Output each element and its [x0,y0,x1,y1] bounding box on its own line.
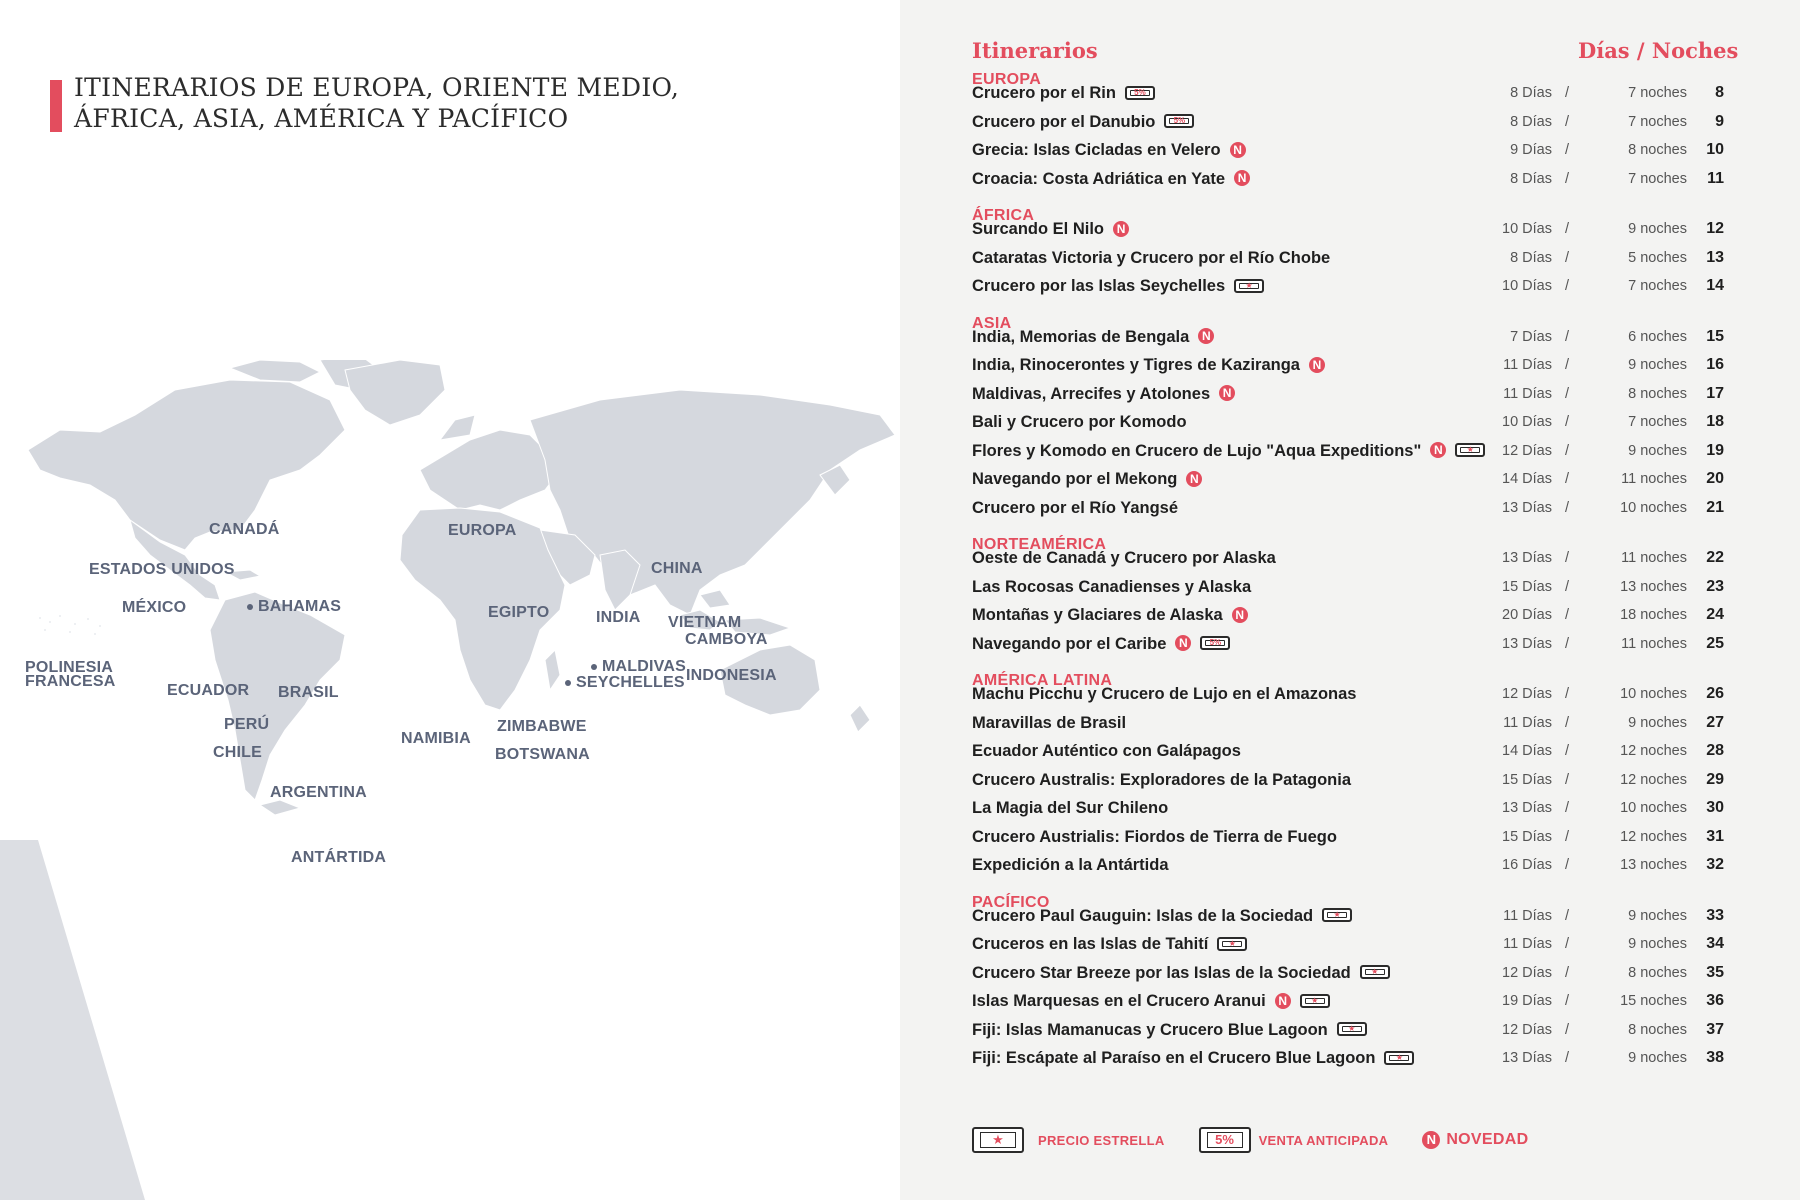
days-nights-separator: / [1565,142,1570,158]
map-label-argentina: ARGENTINA [270,784,367,801]
itinerary-page-number: 26 [1706,685,1724,702]
itinerary-name-text[interactable]: Crucero Austrialis: Fiordos de Tierra de Fuego [972,827,1337,846]
itinerary-nights: 11 noches [1621,635,1687,652]
map-label-maldivas: MALDIVAS [591,659,686,675]
itinerary-name[interactable] [972,244,1330,273]
days-nights-separator: / [1565,170,1570,187]
days-nights-separator: / [1565,578,1570,595]
itinerary-page-number: 32 [1706,856,1724,873]
itinerary-name-text[interactable]: Expedición a la Antártida [972,856,1169,874]
itinerary-nights: 13 noches [1620,578,1687,595]
itinerary-page-number: 12 [1706,220,1724,237]
itinerary-days: 8 Días [1510,113,1552,130]
map-label-india: INDIA [596,609,641,626]
itinerary-name[interactable] [972,465,1202,494]
itinerary-name[interactable] [972,737,1241,766]
map-label-bahamas: BAHAMAS [247,599,341,615]
right-page [900,0,1800,1200]
itinerary-name[interactable] [972,215,1129,244]
itinerary-name[interactable] [972,544,1276,573]
itinerary-row[interactable] [972,630,1772,659]
itinerary-page-number: 15 [1706,327,1724,345]
itinerary-name-text[interactable]: Grecia: Islas Cicladas en Velero [972,141,1221,159]
itinerary-row[interactable] [972,272,1772,301]
itinerary-name[interactable] [972,902,1352,931]
itinerary-name-text[interactable]: Montañas y Glaciares de Alaska [972,606,1223,624]
novedad-icon: N [1186,471,1202,487]
map-label-peru: PERÚ [224,716,270,733]
itinerary-nights: 7 noches [1628,278,1687,294]
itinerary-page-number: 18 [1706,413,1724,430]
map-label-vietnam: VIETNAM [668,614,742,631]
map-label-francesa: FRANCESA [25,673,116,690]
days-nights-separator: / [1565,857,1570,873]
itinerary-nights: 9 noches [1628,221,1687,237]
itinerary-days: 13 Días [1502,550,1552,566]
itinerary-nights: 10 noches [1620,686,1687,702]
itinerary-name[interactable] [972,573,1251,602]
map-label-china: CHINA [651,560,703,577]
itinerary-name-text[interactable]: Croacia: Costa Adriática en Yate [972,169,1226,188]
days-nights-separator: / [1565,800,1570,816]
itinerary-page-number: 33 [1706,906,1724,924]
days-nights-separator: / [1565,635,1570,652]
map-label-namibia: NAMIBIA [401,730,471,747]
itinerary-name[interactable] [972,930,1247,959]
map-label-canada: CANADÁ [209,521,280,538]
world-map [0,360,900,880]
itinerary-days: 9 Días [1510,142,1552,158]
itinerary-days: 19 Días [1502,993,1552,1009]
itinerary-row[interactable] [972,108,1772,137]
map-label-egipto: EGIPTO [488,604,550,621]
itinerary-days: 10 Días [1502,278,1552,294]
itinerary-nights: 9 noches [1628,442,1687,459]
legend-precio-estrella: PRECIO ESTRELLA [1038,1132,1165,1148]
itinerary-name-text[interactable]: Crucero Paul Gauguin: Islas de la Sociedad [972,906,1314,925]
ticket-star-icon: ★ [1360,965,1390,979]
map-label-estados-unidos: ESTADOS UNIDOS [89,561,235,578]
itinerary-row[interactable] [972,930,1772,959]
itinerary-name[interactable] [972,630,1230,659]
novedad-icon: N [1422,1131,1440,1149]
map-label-mexico: MÉXICO [122,599,187,616]
ticket-star-icon: ★ [1337,1022,1367,1036]
days-nights-separator: / [1565,385,1570,402]
itinerary-row[interactable] [972,823,1772,852]
ticket-star-icon: ★ [1322,908,1352,922]
itinerary-days: 11 Días [1503,714,1552,731]
map-label-indonesia: INDONESIA [686,667,777,684]
itinerary-name[interactable] [972,494,1178,523]
itinerary-page-number: 13 [1706,248,1724,266]
novedad-icon: N [1113,221,1129,237]
itinerary-days: 16 Días [1502,857,1552,873]
itinerary-name-text[interactable]: Crucero por el Río Yangsé [972,498,1179,517]
itinerary-name[interactable] [972,794,1168,823]
itinerary-days: 15 Días [1502,578,1552,595]
itinerary-page-number: 17 [1706,384,1724,402]
itinerary-days: 11 Días [1503,936,1552,952]
itinerary-days: 8 Días [1510,249,1552,266]
itinerary-nights: 12 noches [1620,771,1687,788]
itinerary-row[interactable] [972,680,1772,709]
ticket-star-icon: ★ [1384,1051,1414,1065]
days-nights-separator: / [1565,113,1570,130]
map-label-seychelles: SEYCHELLES [565,675,685,691]
itinerary-row[interactable] [972,1044,1772,1073]
days-nights-separator: / [1565,964,1570,981]
itinerary-name-text[interactable]: Flores y Komodo en Crucero de Lujo "Aqua Expeditions" [972,441,1422,460]
itinerary-row[interactable] [972,573,1772,602]
section-title: ÁFRICA [972,207,1035,224]
map-label-camboya: CAMBOYA [685,631,768,648]
novedad-icon: N [1275,993,1291,1009]
itinerary-page-number: 38 [1706,1049,1724,1066]
itinerary-section [972,316,1772,523]
section-title: NORTEAMÉRICA [972,536,1107,553]
itinerary-name[interactable] [972,380,1235,409]
itinerary-name[interactable] [972,987,1330,1016]
itinerary-page-number: 21 [1706,498,1724,516]
days-nights-separator: / [1565,743,1570,759]
itinerary-page-number: 31 [1706,827,1724,845]
itinerary-page-number: 11 [1707,169,1724,187]
itinerary-row[interactable] [972,79,1772,108]
itinerary-page-number: 20 [1706,470,1724,487]
ticket-star-icon: ★ [972,1127,1024,1153]
days-nights-separator: / [1565,471,1570,487]
itinerary-page-number: 27 [1706,713,1724,731]
itinerary-row[interactable] [972,380,1772,409]
itinerary-nights: 7 noches [1628,85,1687,101]
section-title: AMÉRICA LATINA [972,672,1113,689]
itinerary-nights: 12 noches [1620,828,1687,845]
itinerary-nights: 13 noches [1620,857,1687,873]
itinerary-nights: 8 noches [1628,964,1687,981]
days-nights-separator: / [1565,828,1570,845]
itinerary-days: 8 Días [1510,170,1552,187]
days-nights-separator: / [1565,1021,1570,1038]
itinerary-name[interactable] [972,1044,1414,1073]
page-title [74,72,679,134]
novedad-icon: N [1309,357,1325,373]
ticket-star-icon: ★ [1217,937,1247,951]
itinerary-days: 8 Días [1510,85,1552,101]
map-label-ecuador: ECUADOR [167,682,250,699]
itinerary-page-number: 23 [1706,577,1724,595]
itinerary-nights: 7 noches [1628,170,1687,187]
ticket-discount-icon: 5% [1164,114,1194,128]
days-nights-separator: / [1565,686,1570,702]
itinerary-row[interactable] [972,165,1772,194]
itinerary-days: 11 Días [1503,907,1552,924]
itinerary-days: 13 Días [1502,1050,1552,1066]
itinerary-nights: 8 noches [1628,142,1687,158]
itinerary-days: 7 Días [1510,328,1552,345]
days-nights-separator: / [1565,550,1570,566]
itinerary-row[interactable] [972,136,1772,165]
itinerary-days: 12 Días [1502,442,1552,459]
itinerary-name-text[interactable]: Fiji: Islas Mamanucas y Crucero Blue Lagoon [972,1020,1328,1039]
world-map-graphic [0,360,900,880]
itinerary-nights: 9 noches [1628,357,1687,373]
itinerary-row[interactable] [972,215,1772,244]
itinerary-page-number: 8 [1715,84,1724,101]
itinerary-nights: 11 noches [1621,471,1687,487]
itinerary-page-number: 36 [1706,992,1724,1009]
itinerary-nights: 15 noches [1620,993,1687,1009]
header-dias-noches: Días / Noches [1578,38,1739,63]
itinerary-nights: 9 noches [1628,907,1687,924]
itinerary-name[interactable] [972,437,1485,466]
itinerary-name-text[interactable]: Crucero por las Islas Seychelles [972,277,1226,295]
itinerary-name-text[interactable]: Cruceros en las Islas de Tahití [972,935,1209,953]
itinerary-nights: 7 noches [1628,113,1687,130]
itinerary-page-number: 34 [1706,935,1724,952]
itinerary-name-text[interactable]: Crucero Australis: Exploradores de la Patagonia [972,770,1352,789]
itinerary-name-text[interactable]: Ecuador Auténtico con Galápagos [972,742,1241,760]
itinerary-name[interactable] [972,136,1246,165]
ticket-star-icon: ★ [1300,994,1330,1008]
map-label-antartida: ANTÁRTIDA [291,849,387,866]
itinerary-nights: 11 noches [1621,550,1687,566]
itinerary-days: 15 Días [1502,828,1552,845]
itinerary-row[interactable] [972,959,1772,988]
days-nights-separator: / [1565,357,1570,373]
itinerary-page-number: 25 [1706,634,1724,652]
itinerary-name-text[interactable]: Oeste de Canadá y Crucero por Alaska [972,549,1276,567]
days-nights-separator: / [1565,771,1570,788]
itinerary-page-number: 30 [1706,799,1724,816]
header-itinerarios: Itinerarios [972,38,1098,63]
itinerary-row[interactable] [972,323,1772,352]
itinerary-days: 13 Días [1502,800,1552,816]
days-nights-separator: / [1565,249,1570,266]
title-accent-bar [50,80,62,132]
ticket-discount-icon: 5% [1199,1127,1251,1153]
itinerary-name[interactable] [972,851,1169,880]
itinerary-row[interactable] [972,1016,1772,1045]
days-nights-separator: / [1565,442,1570,459]
itinerary-page-number: 28 [1706,742,1724,759]
title-line-2: ÁFRICA, ASIA, AMÉRICA Y PACÍFICO [74,104,569,133]
itinerary-name-text[interactable]: Machu Picchu y Crucero de Lujo en el Amazonas [972,685,1357,703]
itinerary-days: 11 Días [1503,357,1552,373]
itinerary-row[interactable] [972,408,1772,437]
days-nights-separator: / [1565,414,1570,430]
itinerary-row[interactable] [972,465,1772,494]
itinerary-row[interactable] [972,351,1772,380]
itinerary-nights: 5 noches [1628,249,1687,266]
itinerary-row[interactable] [972,601,1772,630]
itinerary-name-text[interactable]: La Magia del Sur Chileno [972,799,1169,817]
itinerary-days: 14 Días [1502,471,1552,487]
map-label-polinesia: POLINESIA [25,659,114,676]
itinerary-nights: 9 noches [1628,1050,1687,1066]
itinerary-days: 13 Días [1502,499,1552,516]
itinerary-row[interactable] [972,766,1772,795]
itinerary-row[interactable] [972,544,1772,573]
itinerary-page-number: 35 [1706,963,1724,981]
days-nights-separator: / [1565,1050,1570,1066]
itinerary-row[interactable] [972,244,1772,273]
itinerary-name-text[interactable]: Navegando por el Mekong [972,470,1178,488]
itinerary-name-text[interactable]: Maravillas de Brasil [972,713,1127,732]
itinerary-row[interactable] [972,794,1772,823]
itinerary-name[interactable] [972,323,1214,352]
itinerary-name[interactable] [972,1016,1367,1045]
itinerary-days: 15 Días [1502,771,1552,788]
map-label-brasil: BRASIL [278,684,339,701]
days-nights-separator: / [1565,328,1570,345]
itinerary-page-number: 29 [1706,770,1724,788]
map-label-europa: EUROPA [448,522,517,539]
ticket-star-icon: ★ [1455,443,1485,457]
itinerary-name-text[interactable]: Crucero por el Rin [972,84,1116,102]
days-nights-separator: / [1565,85,1570,101]
itinerary-page-number: 9 [1715,112,1724,130]
ticket-discount-icon: 5% [1200,636,1230,650]
itinerary-row[interactable] [972,437,1772,466]
itinerary-page-number: 14 [1706,277,1724,294]
itinerary-section [972,208,1772,301]
itinerary-name-text[interactable]: India, Rinocerontes y Tigres de Kaziranga [972,356,1300,374]
itinerary-section [972,673,1772,880]
days-nights-separator: / [1565,607,1570,623]
itinerary-nights: 8 noches [1628,1021,1687,1038]
itinerary-days: 10 Días [1502,414,1552,430]
itinerary-name-text[interactable]: Surcando El Nilo [972,220,1105,238]
novedad-icon: N [1198,328,1214,344]
itinerary-page-number: 37 [1706,1020,1724,1038]
itinerary-name-text[interactable]: Navegando por el Caribe [972,634,1167,653]
itinerary-row[interactable] [972,851,1772,880]
itinerary-name-text[interactable]: Crucero Star Breeze por las Islas de la Sociedad [972,963,1351,982]
legend [972,1126,1528,1154]
section-title: PACÍFICO [972,893,1050,911]
itinerary-section [972,72,1772,193]
novedad-icon: N [1175,635,1191,651]
itinerary-nights: 8 noches [1628,385,1687,402]
ticket-discount-icon: 5% [1125,86,1155,100]
itinerary-name[interactable] [972,766,1351,795]
section-title: ASIA [972,314,1012,332]
itinerary-days: 11 Días [1503,385,1552,402]
itinerary-page-number: 22 [1706,549,1724,566]
decorative-band [0,840,160,1200]
itinerary-days: 13 Días [1502,635,1552,652]
itinerary-name-text[interactable]: Las Rocosas Canadienses y Alaska [972,577,1252,596]
itinerary-name[interactable] [972,959,1390,988]
map-label-chile: CHILE [213,744,262,761]
itinerary-name-text[interactable]: Bali y Crucero por Komodo [972,413,1187,431]
itinerary-section [972,895,1772,1073]
itinerary-name[interactable] [972,79,1155,108]
itinerary-section [972,537,1772,658]
itinerary-name-text[interactable]: Maldivas, Arrecifes y Atolones [972,384,1211,403]
itinerary-nights: 12 noches [1620,743,1687,759]
itinerary-row[interactable] [972,494,1772,523]
itinerary-name[interactable] [972,680,1356,709]
novedad-icon: N [1230,142,1246,158]
itinerary-list [972,72,1772,1088]
novedad-icon: N [1219,385,1235,401]
itinerary-name[interactable] [972,351,1325,380]
itinerary-name[interactable] [972,601,1248,630]
itinerary-days: 20 Días [1502,607,1552,623]
days-nights-separator: / [1565,907,1570,924]
itinerary-row[interactable] [972,709,1772,738]
itinerary-row[interactable] [972,902,1772,931]
days-nights-separator: / [1565,499,1570,516]
novedad-icon: N [1234,170,1250,186]
itinerary-days: 12 Días [1502,686,1552,702]
itinerary-nights: 6 noches [1628,328,1687,345]
itinerary-name-text[interactable]: Cataratas Victoria y Crucero por el Río Chobe [972,248,1331,267]
itinerary-name-text[interactable]: Fiji: Escápate al Paraíso en el Crucero Blue Lagoon [972,1049,1376,1067]
map-label-botswana: BOTSWANA [495,746,590,763]
novedad-icon: N [1232,607,1248,623]
itinerary-name[interactable] [972,709,1126,738]
itinerary-page-number: 16 [1706,356,1724,373]
title-line-1: ITINERARIOS DE EUROPA, ORIENTE MEDIO, [74,73,680,102]
days-nights-separator: / [1565,221,1570,237]
itinerary-nights: 10 noches [1620,499,1687,516]
itinerary-name-text[interactable]: Crucero por el Danubio [972,112,1156,131]
itinerary-days: 10 Días [1502,221,1552,237]
itinerary-name[interactable] [972,108,1194,137]
itinerary-days: 12 Días [1502,964,1552,981]
itinerary-name[interactable] [972,823,1337,852]
days-nights-separator: / [1565,714,1570,731]
map-label-zimbabwe: ZIMBABWE [497,718,587,735]
itinerary-days: 12 Días [1502,1021,1552,1038]
legend-novedad: NOVEDAD [1446,1131,1529,1148]
itinerary-name[interactable] [972,408,1187,437]
days-nights-separator: / [1565,278,1570,294]
itinerary-name[interactable] [972,165,1250,194]
itinerary-page-number: 24 [1706,606,1724,623]
section-title: EUROPA [972,71,1042,88]
itinerary-name-text[interactable]: India, Memorias de Bengala [972,327,1190,346]
itinerary-name[interactable] [972,272,1264,301]
ticket-star-icon: ★ [1234,279,1264,293]
itinerary-page-number: 19 [1706,441,1724,459]
days-nights-separator: / [1565,993,1570,1009]
itinerary-page-number: 10 [1706,141,1724,158]
itinerary-nights: 9 noches [1628,714,1687,731]
itinerary-nights: 9 noches [1628,936,1687,952]
itinerary-nights: 18 noches [1620,607,1687,623]
itinerary-row[interactable] [972,737,1772,766]
novedad-icon: N [1430,442,1446,458]
legend-venta-anticipada: VENTA ANTICIPADA [1258,1132,1389,1148]
itinerary-nights: 7 noches [1628,414,1687,430]
itinerary-nights: 10 noches [1620,800,1687,816]
itinerary-row[interactable] [972,987,1772,1016]
itinerary-days: 14 Días [1502,743,1552,759]
itinerary-name-text[interactable]: Islas Marquesas en el Crucero Aranui [972,992,1266,1010]
days-nights-separator: / [1565,936,1570,952]
